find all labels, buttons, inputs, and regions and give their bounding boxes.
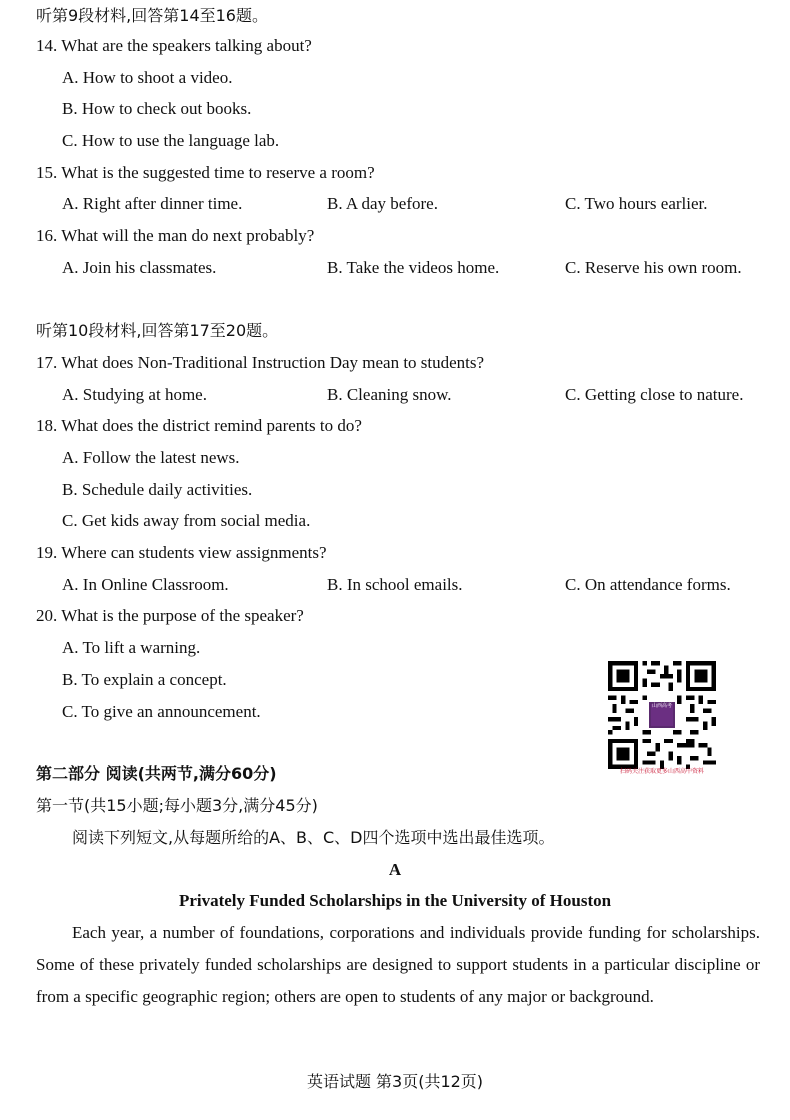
- reading-instruction: 阅读下列短文,从每题所给的A、B、C、D四个选项中选出最佳选项。: [72, 828, 555, 847]
- q19-option-a: A. In Online Classroom.: [62, 575, 229, 594]
- question-16: 16. What will the man do next probably?: [36, 226, 315, 245]
- question-20: 20. What is the purpose of the speaker?: [36, 606, 304, 625]
- question-18: 18. What does the district remind parents to do?: [36, 416, 362, 435]
- q18-option-a: A. Follow the latest news.: [62, 448, 240, 467]
- q17-option-c: C. Getting close to nature.: [565, 385, 744, 404]
- q20-option-c: C. To give an announcement.: [62, 702, 261, 721]
- q14-option-a: A. How to shoot a video.: [62, 68, 233, 87]
- q17-option-a: A. Studying at home.: [62, 385, 207, 404]
- qr-center-label: 山西高考: [651, 703, 672, 709]
- q20-option-a: A. To lift a warning.: [62, 638, 201, 657]
- q15-option-b: B. A day before.: [327, 194, 438, 213]
- q15-option-c: C. Two hours earlier.: [565, 194, 708, 213]
- qr-code[interactable]: [608, 661, 716, 769]
- q18-option-c: C. Get kids away from social media.: [62, 511, 311, 530]
- page-footer: 英语试题 第3页(共12页): [306, 1072, 484, 1091]
- q17-option-b: B. Cleaning snow.: [327, 385, 452, 404]
- question-17: 17. What does Non-Traditional Instruction Day mean to students?: [36, 353, 485, 372]
- passage-title: Privately Funded Scholarships in the University of Houston: [178, 891, 612, 910]
- qr-caption: 扫码关注获取更多山西高中资料: [619, 768, 704, 775]
- question-19: 19. Where can students view assignments?: [36, 543, 327, 562]
- q15-option-a: A. Right after dinner time.: [62, 194, 243, 213]
- q14-option-c: C. How to use the language lab.: [62, 131, 280, 150]
- q18-option-b: B. Schedule daily activities.: [62, 480, 253, 499]
- q16-option-a: A. Join his classmates.: [62, 258, 217, 277]
- part2-title: 第二部分 阅读(共两节,满分60分): [36, 764, 277, 783]
- q16-option-c: C. Reserve his own room.: [565, 258, 742, 277]
- q19-option-c: C. On attendance forms.: [565, 575, 731, 594]
- section10-intro: 听第10段材料,回答第17至20题。: [36, 321, 279, 340]
- question-14: 14. What are the speakers talking about?: [36, 36, 312, 55]
- q20-option-b: B. To explain a concept.: [62, 670, 227, 689]
- section9-intro: 听第9段材料,回答第14至16题。: [36, 6, 268, 25]
- q14-option-b: B. How to check out books.: [62, 99, 252, 118]
- passage-paragraph: Each year, a number of foundations, corporations and individuals provide funding for scholarships. Some of these privately funded scholarships are designed to support students in a particular discipline or from a specific geographic region; others are open to students of any major or background.: [36, 923, 760, 1006]
- passage-label: A: [388, 860, 402, 879]
- q16-option-b: B. Take the videos home.: [327, 258, 500, 277]
- q19-option-b: B. In school emails.: [327, 575, 463, 594]
- section1-heading: 第一节(共15小题;每小题3分,满分45分): [36, 796, 318, 815]
- question-15: 15. What is the suggested time to reserve a room?: [36, 163, 375, 182]
